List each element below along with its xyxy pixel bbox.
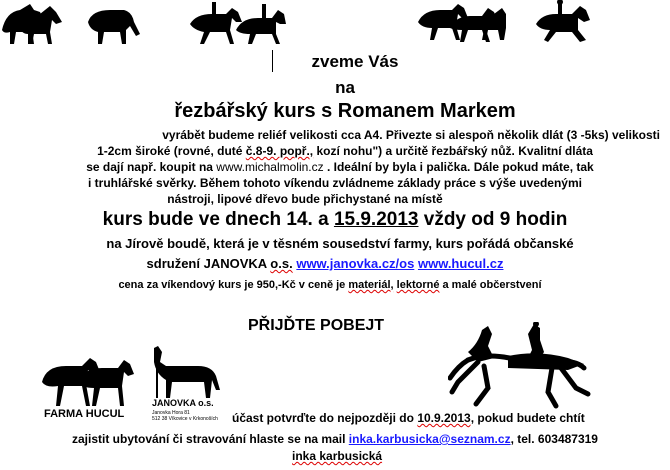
- horse-silhouette-icon: [88, 10, 140, 44]
- shop-link[interactable]: www.michalmolin.cz: [216, 160, 324, 174]
- farma-hucul-logo: FARMA HUCUL: [44, 408, 125, 420]
- course-dates: kurs bude ve dnech 14. a 15.9.2013 vždy od 9 hodin: [102, 209, 568, 230]
- footer-line-1: účast potvrďte do nejpozději do 10.9.2013, pokud budete chtít: [232, 411, 585, 425]
- footer-line-3: inka karbusická: [292, 449, 383, 463]
- top-horse-silhouettes: [0, 0, 670, 48]
- hucul-link[interactable]: www.hucul.cz: [417, 256, 504, 271]
- description-line-3: se dají např. koupit na www.michalmolin.cz . Ideální by byla i palička. Dále pokud máte, tak: [86, 160, 594, 174]
- rider-icon: [536, 0, 590, 42]
- description-line-1: vyrábět budeme reliéf velikosti cca A4. Přivezte si alespoň několik dlát (3 -5ks) velikosti: [162, 128, 660, 142]
- horse-herd-icon: [2, 4, 62, 44]
- horse-herd-icon: [418, 4, 506, 42]
- description-line-4: i truhlářské svěrky. Během tohoto víkendu zvládneme základy práce s výše uvedenými: [88, 176, 582, 190]
- janovka-address-2: 512 38 Víkovice v Krkonoších: [152, 416, 218, 422]
- price-line: cena za víkendový kurs je 950,-Kč v ceně je materiál, lektorné a malé občerstvení: [118, 279, 542, 291]
- janovka-logo: JANOVKA o.s.: [152, 398, 214, 408]
- call-to-action: PŘIJĎTE POBEJT: [248, 317, 385, 334]
- description-line-2: 1-2cm široké (rovné, duté č.8-9. popř., kozí nohu") a určitě řezbářský nůž. Kvalitní dláta: [97, 144, 593, 158]
- greeting-na: na: [335, 78, 355, 97]
- rider-icon: [448, 322, 618, 412]
- horse-silhouette-icon: [148, 344, 228, 400]
- venue-line-1: na Jírově boudě, která je v těsném sousedství farmy, kurs pořádá občanské: [106, 236, 574, 251]
- footer-line-2: zajistit ubytování či stravování hlaste se na mail inka.karbusicka@seznam.cz, tel. 603487319: [72, 432, 598, 446]
- horse-pair-icon: [38, 352, 138, 410]
- description-line-5: nástroji, lipové dřevo bude přichystané na místě: [167, 192, 443, 206]
- page-title: řezbářský kurs s Romanem Markem: [174, 100, 516, 122]
- contact-email-link[interactable]: inka.karbusicka@seznam.cz: [348, 432, 511, 446]
- rider-icon: [190, 2, 286, 44]
- venue-line-2: sdružení JANOVKA o.s. www.janovka.cz/os www.hucul.cz: [146, 256, 504, 271]
- greeting: zveme Vás: [311, 52, 399, 71]
- janovka-address-1: Janovka Hora 81: [152, 410, 190, 416]
- janovka-link[interactable]: www.janovka.cz/os: [296, 256, 415, 271]
